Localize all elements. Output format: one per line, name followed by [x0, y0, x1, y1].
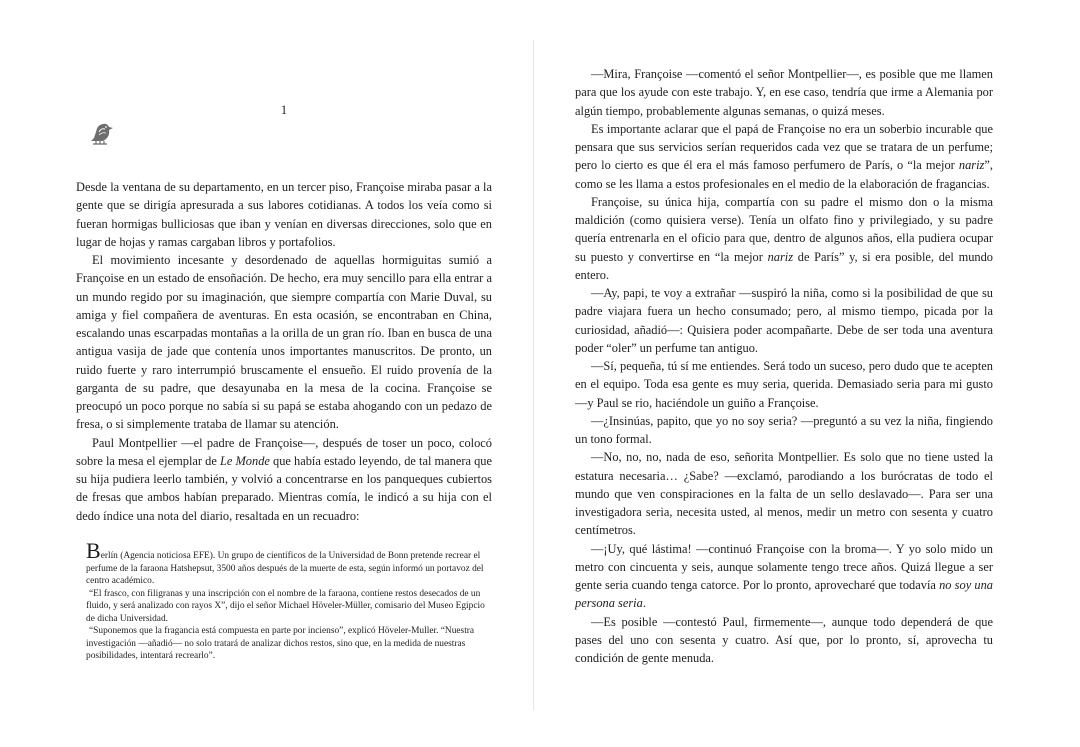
chapter-number: 1 [280, 103, 288, 117]
news-clipping-box [86, 538, 490, 663]
paragraph [575, 540, 993, 613]
text-run: . [642, 596, 646, 611]
news-quote: “El frasco, con filigranas y una inscripción con el nombre de la faraona, contiene restos desecados de un fluido, y será analizado con rayos X”, dijo el señor Michael Höveler-Müller, comisario del Museo Egipcio de dicha Universidad. [86, 588, 485, 624]
paragraph: El movimiento incesante y desordenado de aquellas hormiguitas sumió a Françoise en un estado de ensoñación. De hecho, era muy sencillo para ella entrar a un mundo regido por su imaginación, que siempre compartía con Marie Duval, su amiga y fiel compañera de aventuras. En esta ocasión, se encontraban en China, escalando unas escarpadas montañas a la orilla de un gran río. Iban en busca de una antigua vasija de jade que contenía unos importantes manuscritos. De pronto, un ruido fuerte y raro interrumpió bruscamente el ensueño. El ruido provenía de la garganta de su padre, que desayunaba en la mesa de la cocina. Françoise se preocupó un poco porque no sabía si su papá se estaba ahogando con un pedazo de fresa, o si simplemente trataba de llamar su atención. [76, 253, 492, 432]
italic-term: no soy una persona seria [575, 578, 993, 611]
book-spine-divider [533, 40, 534, 710]
text-run: de París” y, si era posible, del mundo entero. [575, 249, 993, 282]
text-run: Françoise, su única hija, compartía con su padre el mismo don o la misma maldición (como quisiera verse). Tenía un olfato fino y privilegiado, y su padre quería entrenarla en el oficio para que, dentro de algunos años, ella pudiera ocupar su puesto y convertirse en “la mejor [575, 194, 993, 264]
news-quote: “Suponemos que la fragancia está compuesta en parte por incienso”, explicó Höveler-Muller. “Nuestra investigación —añadió— no solo tratará de analizar dichos restos, sino que, en la medida de nuestras posibilidades, intentará recrearlo”. [86, 626, 475, 661]
italic-term: nariz [767, 249, 794, 264]
right-page-text [575, 65, 993, 667]
paragraph: —Mira, Françoise —comentó el señor Montpellier—, es posible que me llamen para que los ayude con este trabajo. Y, en ese caso, tendría que irme a Alemania por algún tiempo, probablemente algunas semanas, o quizá meses. [575, 67, 993, 118]
italic-term: nariz [958, 158, 985, 173]
text-run: Paul Montpellier —el padre de Françoise—, después de toser un poco, colocó sobre la mesa el ejemplar de [76, 435, 492, 468]
paragraph: —Es posible —contestó Paul, firmemente—, aunque todo dependerá de que pases del uno con sesenta y cuatro. Así que, por lo pronto, sí, aprovecha tu condición de gente menuda. [575, 614, 993, 665]
text-run: —¡Uy, qué lástima! —continuó Françoise con la broma—. Y yo solo mido un metro con cincuenta y seis, aunque solamente tengo trece años. Quizá llegue a ser gente seria cuando tenga catorce. Por lo pronto, aprovecharé que todavía [575, 541, 993, 592]
text-run: ”, como se les llama a estos profesionales en el medio de la elaboración de fragancias. [575, 158, 993, 191]
paragraph: —Sí, pequeña, tú sí me entiendes. Será todo un suceso, pero dudo que te acepten en el equipo. Toda esa gente es muy seria, querida. Demasiado seria para mi gusto —y Paul se rio, haciéndole un guiño a Françoise. [575, 359, 993, 410]
text-run: que había estado leyendo, de tal manera que su hija pudiera leerlo también, y volvió a concentrarse en los panqueques cubiertos de fresas que ambos habían preparado. Mientras comía, le indicó a su hija con el dedo índice una nota del diario, resaltada en un recuadro: [76, 453, 492, 523]
paragraph [76, 434, 492, 525]
paragraph [575, 193, 993, 284]
paragraph: —Ay, papi, te voy a extrañar —suspiró la niña, como si la posibilidad de que su padre viajara fuera un hecho consumado; pero, al mismo tiempo, picada por la curiosidad, añadió—: Quisiera poder acompañarte. Debe de ser toda una aventura poder “oler” un perfume tan antiguo. [575, 286, 993, 355]
newspaper-title: Le Monde [219, 453, 270, 468]
paragraph [575, 120, 993, 193]
paragraph: —¿Insinúas, papito, que yo no soy seria? —preguntó a su vez la niña, fingiendo un tono formal. [575, 413, 993, 446]
paragraph: —No, no, no, nada de eso, señorita Montpellier. Es solo que no tiene usted la estatura necesaria… ¿Sabe? —exclamó, parodiando a los burócratas de todo el mundo que ven conspiraciones en la falta de un sello deslavado—. Para ser una investigadora seria, necesita usted, al menos, medir un metro con sesenta y cuatro centímetros. [575, 450, 993, 538]
left-page-text [76, 178, 492, 525]
text-run: Es importante aclarar que el papá de Françoise no era un soberbio incurable que pensara que sus servicios serían requeridos cada vez que se tratara de un perfume; pero lo cierto es que él era el más famoso perfumero de París, o “la mejor [575, 121, 993, 173]
bird-glyph-icon [88, 119, 116, 145]
news-lead: Berlín (Agencia noticiosa EFE). Un grupo de científicos de la Universidad de Bonn pretende recrear el perfume de la faraona Hatshepsut, 3500 años después de la muerte de esta, según informó un portavoz del centro académico. [86, 538, 484, 586]
paragraph: Desde la ventana de su departamento, en un tercer piso, Françoise miraba pasar a la gente que se dirigía apresurada a sus labores cotidianas. A todos los veía como si fueran hormigas bulliciosas que iban y venían en diversas direcciones, solo que en lugar de hojas y ramas cargaban libros y portafolios. [76, 180, 492, 249]
